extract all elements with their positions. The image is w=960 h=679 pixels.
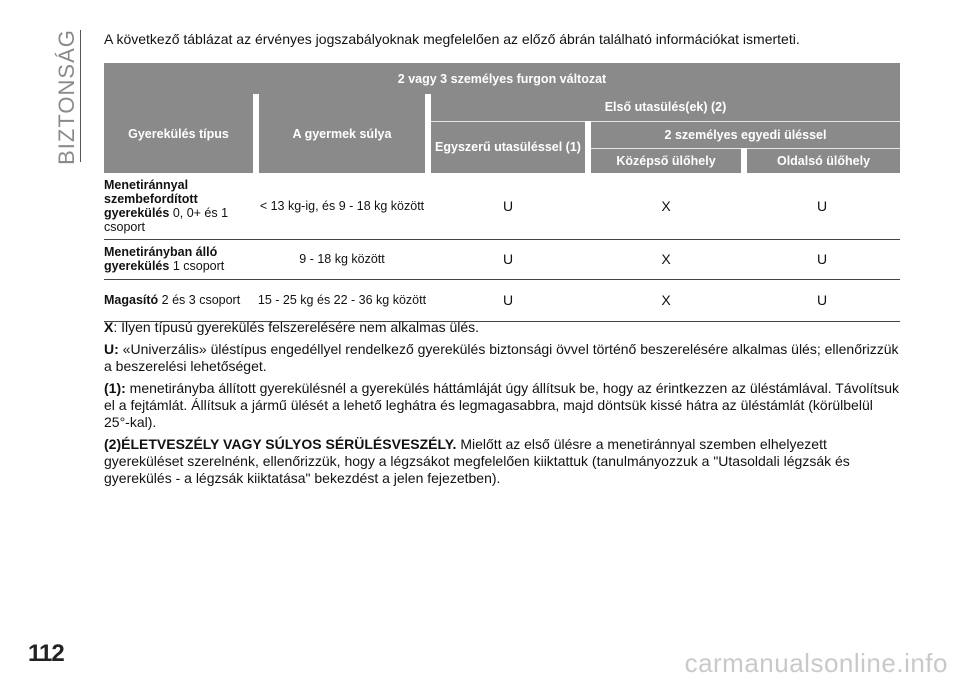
table-row bbox=[104, 239, 900, 279]
table-row bbox=[104, 173, 900, 239]
header-child-weight: A gyermek súlya bbox=[256, 94, 428, 173]
page-content bbox=[104, 30, 900, 486]
row-seat-type-name: Menetiránnyal szembefordított gyerekülés bbox=[104, 177, 198, 220]
row-middle-value: X bbox=[588, 173, 744, 239]
watermark: carmanualsonline.info bbox=[684, 648, 948, 678]
note-1-text: menetirányba állított gyerekülésnél a gyerekülés háttámláját úgy állítsuk be, hogy az érintkezzen az üléstámlával. Távolítsuk el a fejtámlát. Állítsuk a jármű ülését a lehető leghátra és legmagasabbra, majd döntsük kissé hátra az üléstámlát (körülbelül 25°-kal). bbox=[104, 380, 900, 430]
header-seat-type: Gyerekülés típus bbox=[104, 94, 256, 173]
row-seat-type bbox=[104, 239, 256, 279]
row-seat-type-name: Menetirányban álló gyerekülés bbox=[104, 245, 218, 273]
table-row bbox=[104, 279, 900, 321]
child-seat-table bbox=[104, 63, 900, 322]
note-u bbox=[104, 341, 900, 375]
note-u-label: U: bbox=[104, 341, 119, 357]
section-divider bbox=[80, 30, 81, 162]
note-x-text: : Ilyen típusú gyerekülés felszerelésére nem alkalmas ülés. bbox=[113, 319, 480, 335]
row-seat-group: 0, 0+ és 1 csoport bbox=[104, 205, 229, 234]
row-seat-group: 1 csoport bbox=[172, 259, 225, 273]
row-side-value: U bbox=[744, 173, 900, 239]
note-x bbox=[104, 319, 900, 336]
header-front-seats: Első utasülés(ek) (2) bbox=[428, 94, 900, 121]
note-1 bbox=[104, 380, 900, 431]
notes-section bbox=[104, 319, 900, 492]
row-seat-type-name: Magasító bbox=[104, 293, 159, 307]
header-middle-seat: Középső ülőhely bbox=[588, 148, 744, 173]
row-seat-group: 2 és 3 csoport bbox=[161, 293, 241, 307]
header-two-seat: 2 személyes egyedi üléssel bbox=[588, 121, 900, 148]
row-single-value: U bbox=[428, 279, 588, 321]
row-side-value: U bbox=[744, 239, 900, 279]
row-seat-type bbox=[104, 173, 256, 239]
note-2-label: (2)ÉLETVESZÉLY VAGY SÚLYOS SÉRÜLÉSVESZÉLY. bbox=[104, 436, 457, 452]
row-weight: < 13 kg-ig, és 9 - 18 kg között bbox=[256, 173, 428, 239]
row-single-value: U bbox=[428, 239, 588, 279]
section-tab-label: BIZTONSÁG bbox=[54, 29, 80, 165]
table-title: 2 vagy 3 személyes furgon változat bbox=[104, 63, 900, 94]
row-middle-value: X bbox=[588, 279, 744, 321]
note-u-text: «Univerzális» üléstípus engedéllyel rendelkező gyerekülés biztonsági övvel történő beszerelésére alkalmas ülés; ellenőrizzük a beszerelési lehetőséget. bbox=[104, 341, 899, 374]
note-x-label: X bbox=[104, 319, 114, 335]
row-middle-value: X bbox=[588, 239, 744, 279]
page-number: 112 bbox=[28, 640, 64, 667]
section-tab bbox=[54, 29, 80, 165]
row-seat-type bbox=[104, 279, 256, 321]
header-single-seat: Egyszerű utasüléssel (1) bbox=[428, 121, 588, 173]
intro-paragraph: A következő táblázat az érvényes jogszabályoknak megfelelően az előző ábrán található információkat ismerteti. bbox=[104, 31, 800, 47]
note-1-label: (1): bbox=[104, 380, 126, 396]
row-single-value: U bbox=[428, 173, 588, 239]
note-2-text: Mielőtt az első ülésre a menetiránnyal szemben elhelyezett gyereküléset szerelnénk, ellenőrizzük, hogy a légzsákot megfelelően kiiktattuk (tanulmányozzuk a "Utasoldali légzsák és gyerekülés - a légzsák kiiktatása" bekezdést a jelen fejezetben). bbox=[104, 436, 850, 486]
row-weight: 9 - 18 kg között bbox=[256, 239, 428, 279]
header-side-seat: Oldalsó ülőhely bbox=[744, 148, 900, 173]
note-2 bbox=[104, 436, 900, 487]
row-side-value: U bbox=[744, 279, 900, 321]
row-weight: 15 - 25 kg és 22 - 36 kg között bbox=[256, 279, 428, 321]
